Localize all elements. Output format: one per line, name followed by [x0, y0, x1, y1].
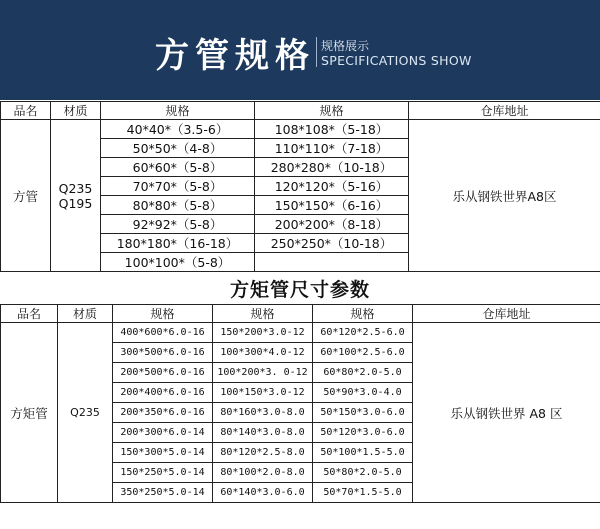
warehouse-address: 乐从钢铁世界A8区 — [409, 120, 600, 272]
header-warehouse: 仓库地址 — [413, 305, 600, 323]
spec-cell: 50*100*1.5-5.0 — [313, 443, 413, 463]
spec-cell: 150*300*5.0-14 — [113, 443, 213, 463]
spec-cell: 80*80*（5-8） — [101, 196, 255, 215]
warehouse-address: 乐从钢铁世界 A8 区 — [413, 323, 600, 503]
spec-cell: 200*400*6.0-16 — [113, 383, 213, 403]
spec-cell: 120*120*（5-16） — [255, 177, 409, 196]
spec-cell: 150*250*5.0-14 — [113, 463, 213, 483]
header-warehouse: 仓库地址 — [409, 102, 600, 120]
spec-cell: 80*100*2.0-8.0 — [213, 463, 313, 483]
spec-cell: 92*92*（5-8） — [101, 215, 255, 234]
spec-cell: 40*40*（3.5-6） — [101, 120, 255, 139]
header-spec: 规格 — [101, 102, 255, 120]
spec-cell: 50*150*3.0-6.0 — [313, 403, 413, 423]
banner-title: 方管规格 — [155, 36, 315, 76]
material-cell — [51, 120, 101, 272]
spec-cell: 200*350*6.0-16 — [113, 403, 213, 423]
spec-cell: 300*500*6.0-16 — [113, 343, 213, 363]
header-banner — [0, 0, 600, 100]
banner-subtitle-en: SPECIFICATIONS SHOW — [321, 53, 472, 68]
rectangular-tube-table — [0, 304, 600, 503]
table-header-row — [1, 305, 600, 323]
spec-cell: 100*150*3.0-12 — [213, 383, 313, 403]
banner-divider — [316, 37, 317, 67]
spec-cell: 60*80*2.0-5.0 — [313, 363, 413, 383]
material-grade: Q235 — [58, 323, 113, 503]
spec-cell: 150*200*3.0-12 — [213, 323, 313, 343]
spec-cell: 350*250*5.0-14 — [113, 483, 213, 503]
spec-cell: 80*120*2.5-8.0 — [213, 443, 313, 463]
square-tube-table — [0, 101, 600, 272]
product-name: 方管 — [1, 120, 51, 272]
header-spec: 规格 — [213, 305, 313, 323]
spec-cell: 50*80*2.0-5.0 — [313, 463, 413, 483]
spec-cell: 280*280*（10-18） — [255, 158, 409, 177]
spec-cell: 80*140*3.0-8.0 — [213, 423, 313, 443]
spec-cell: 60*100*2.5-6.0 — [313, 343, 413, 363]
spec-cell: 108*108*（5-18） — [255, 120, 409, 139]
banner-subtitle: 规格展示 — [321, 39, 370, 53]
spec-cell: 100*200*3. 0-12 — [213, 363, 313, 383]
product-name: 方矩管 — [1, 323, 58, 503]
spec-cell — [255, 253, 409, 272]
spec-cell: 60*120*2.5-6.0 — [313, 323, 413, 343]
spec-cell: 400*600*6.0-16 — [113, 323, 213, 343]
section-title: 方矩管尺寸参数 — [229, 279, 370, 301]
spec-cell: 50*120*3.0-6.0 — [313, 423, 413, 443]
header-product: 品名 — [1, 102, 51, 120]
header-spec: 规格 — [113, 305, 213, 323]
spec-cell: 60*60*（5-8） — [101, 158, 255, 177]
spec-cell: 100*100*（5-8） — [101, 253, 255, 272]
table-row — [1, 120, 600, 139]
spec-cell: 70*70*（5-8） — [101, 177, 255, 196]
spec-cell: 80*160*3.0-8.0 — [213, 403, 313, 423]
table-header-row — [1, 102, 600, 120]
spec-cell: 50*70*1.5-5.0 — [313, 483, 413, 503]
material-grade: Q195 — [58, 195, 93, 211]
spec-cell: 180*180*（16-18） — [101, 234, 255, 253]
spec-cell: 250*250*（10-18） — [255, 234, 409, 253]
header-spec: 规格 — [313, 305, 413, 323]
spec-cell: 200*300*6.0-14 — [113, 423, 213, 443]
header-material: 材质 — [51, 102, 101, 120]
spec-cell: 60*140*3.0-6.0 — [213, 483, 313, 503]
spec-cell: 200*500*6.0-16 — [113, 363, 213, 383]
spec-cell: 50*50*（4-8） — [101, 139, 255, 158]
table-row — [1, 323, 600, 343]
spec-cell: 150*150*（6-16） — [255, 196, 409, 215]
spec-cell: 110*110*（7-18） — [255, 139, 409, 158]
header-spec: 规格 — [255, 102, 409, 120]
spec-cell: 100*300*4.0-12 — [213, 343, 313, 363]
material-grade: Q235 — [58, 180, 93, 196]
header-material: 材质 — [58, 305, 113, 323]
header-product: 品名 — [1, 305, 58, 323]
spec-cell: 200*200*（8-18） — [255, 215, 409, 234]
spec-cell: 50*90*3.0-4.0 — [313, 383, 413, 403]
